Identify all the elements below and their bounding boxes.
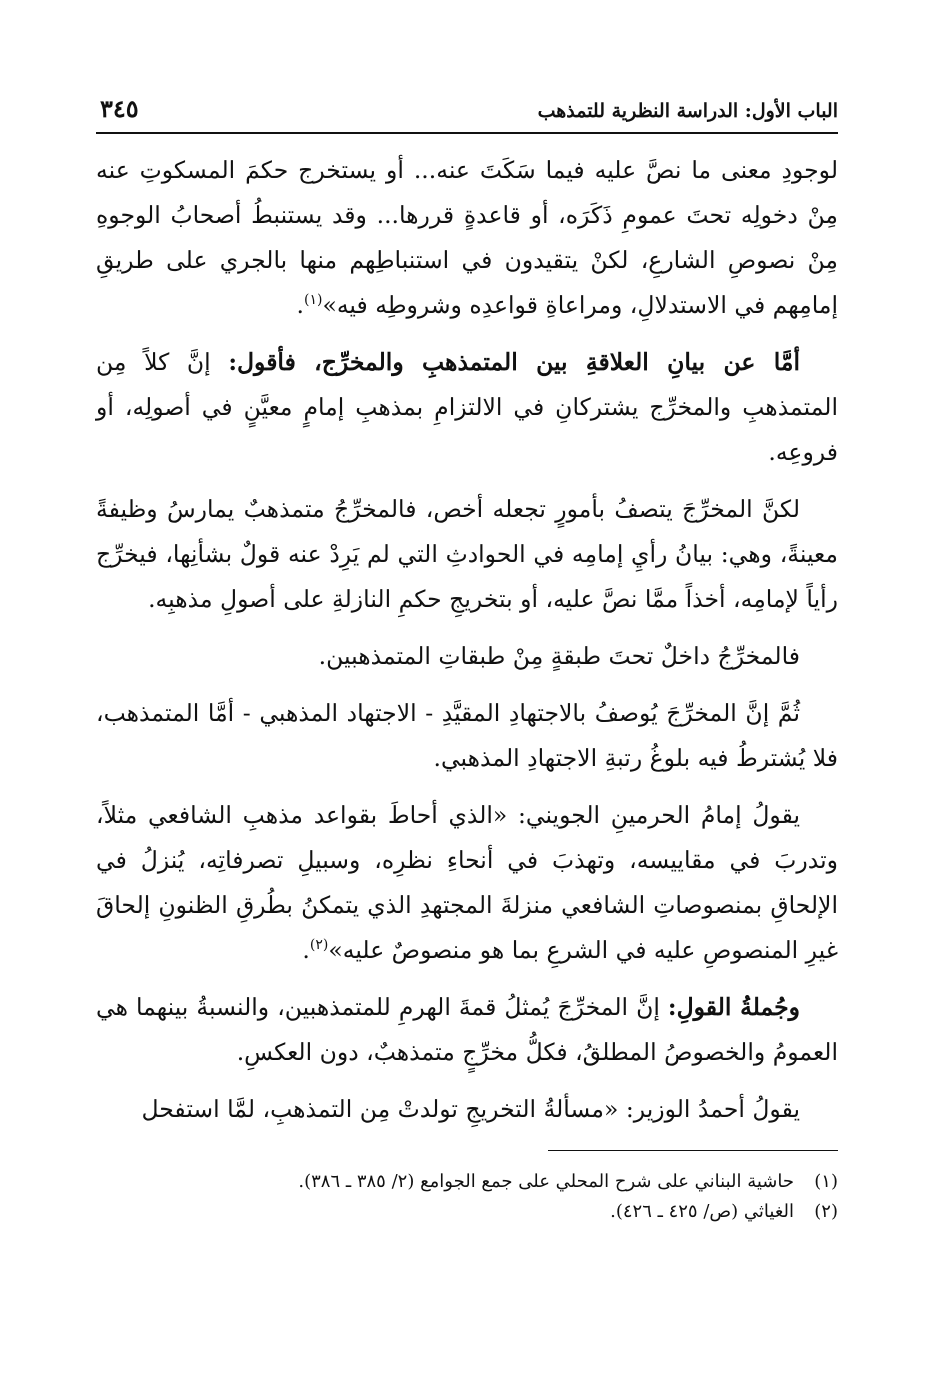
footnote-text: حاشية البناني على شرح المحلي على جمع الجوامع (٢/ ٣٨٥ ـ ٣٨٦). <box>298 1171 794 1192</box>
footnotes <box>96 1167 838 1227</box>
paragraph-text: لكنَّ المخرِّجَ يتصفُ بأمورٍ تجعله أخص، فالمخرِّجُ متمذهبٌ يمارسُ وظيفةً معينةً، وهي: بيانُ رأيِ إمامِه في الحوادثِ التي لم يَرِدْ عنه قولٌ بشأنِها، فيخرِّج رأياً لإمامِه، أخذاً ممَّا نصَّ عليه، أو بتخريجِ حكمِ النازلةِ على أصولِ مذهبِه. <box>96 495 838 613</box>
paragraph-2 <box>96 340 838 475</box>
paragraph-tail: . <box>302 936 310 964</box>
footnote-divider <box>548 1150 838 1151</box>
footnote-2 <box>96 1197 838 1227</box>
paragraph-8 <box>96 1087 838 1132</box>
footnote-number: (١) <box>814 1171 838 1192</box>
paragraph-text: إنَّ كلاً مِن المتمذهبِ والمخرِّج يشتركانِ في الالتزامِ بمذهبِ إمامٍ معيَّنٍ في أصولِه، أو فروعِه. <box>96 348 838 466</box>
paragraph-1 <box>96 148 838 328</box>
body-text <box>96 148 838 1132</box>
paragraph-text: فالمخرِّجُ داخلٌ تحتَ طبقةٍ مِنْ طبقاتِ المتمذهبين. <box>318 642 800 670</box>
footnote-ref-1: (١) <box>303 292 323 309</box>
running-head <box>96 88 838 134</box>
paragraph-7 <box>96 985 838 1075</box>
paragraph-text: يقولُ إمامُ الحرمينِ الجويني: «الذي أحاطَ بقواعد مذهبِ الشافعي مثلاً، وتدربَ في مقاييسه، وتهذبَ في أنحاءِ نظرِه، وسبيلِ تصرفاتِه، يُنزلُ في الإلحاقِ بمنصوصاتِ الشافعي منزلةَ المجتهدِ الذي يتمكنُ بطُرقِ الظنونِ إلحاقَ غيرِ المنصوصِ عليه في الشرعِ بما هو منصوصٌ عليه» <box>96 801 838 964</box>
chapter-title: الباب الأول: الدراسة النظرية للتمذهب <box>537 100 838 122</box>
book-page <box>96 88 838 1227</box>
paragraph-lead: وجُملةُ القولِ: <box>667 993 800 1021</box>
paragraph-3 <box>96 487 838 622</box>
paragraph-text: ثُمَّ إنَّ المخرِّجَ يُوصفُ بالاجتهادِ المقيَّدِ - الاجتهاد المذهبي - أمَّا المتمذهب، فلا يُشترطُ فيه بلوغُ رتبةِ الاجتهادِ المذهبي. <box>96 699 838 772</box>
footnote-text: الغياثي (ص/ ٤٢٥ ـ ٤٢٦). <box>610 1201 794 1222</box>
footnote-number: (٢) <box>814 1201 838 1222</box>
paragraph-5 <box>96 691 838 781</box>
paragraph-text: إنَّ المخرِّجَ يُمثلُ قمةَ الهرمِ للمتمذهبين، والنسبةُ بينهما هي العمومُ والخصوصُ المطلقُ، فكلُّ مخرِّجٍ متمذهبٌ، دون العكسِ. <box>96 993 838 1066</box>
footnote-1 <box>96 1167 838 1197</box>
footnote-ref-2: (٢) <box>309 937 329 954</box>
paragraph-text: لوجودِ معنى ما نصَّ عليه فيما سَكَتَ عنه... أو يستخرج حكمَ المسكوتِ عنه مِنْ دخولِه تحتَ عمومِ ذَكَرَه، أو قاعدةٍ قررها... وقد يستنبطُ أصحابُ الوجوهِ مِنْ نصوصِ الشارعِ، لكنْ يتقيدون في استنباطِهم منها بالجري على طريقِ إمامِهم في الاستدلالِ، ومراعاةِ قواعدِه وشروطِه فيه» <box>96 156 838 319</box>
paragraph-tail: . <box>296 291 304 319</box>
paragraph-6 <box>96 793 838 973</box>
paragraph-4 <box>96 634 838 679</box>
paragraph-text: يقولُ أحمدُ الوزير: «مسألةُ التخريجِ تولدتْ مِن التمذهبِ، لمَّا استفحل <box>141 1095 800 1123</box>
page-number: ٣٤٥ <box>100 94 139 123</box>
paragraph-lead: أمَّا عن بيانِ العلاقةِ بين المتمذهبِ والمخرِّج، فأقول: <box>228 348 800 376</box>
